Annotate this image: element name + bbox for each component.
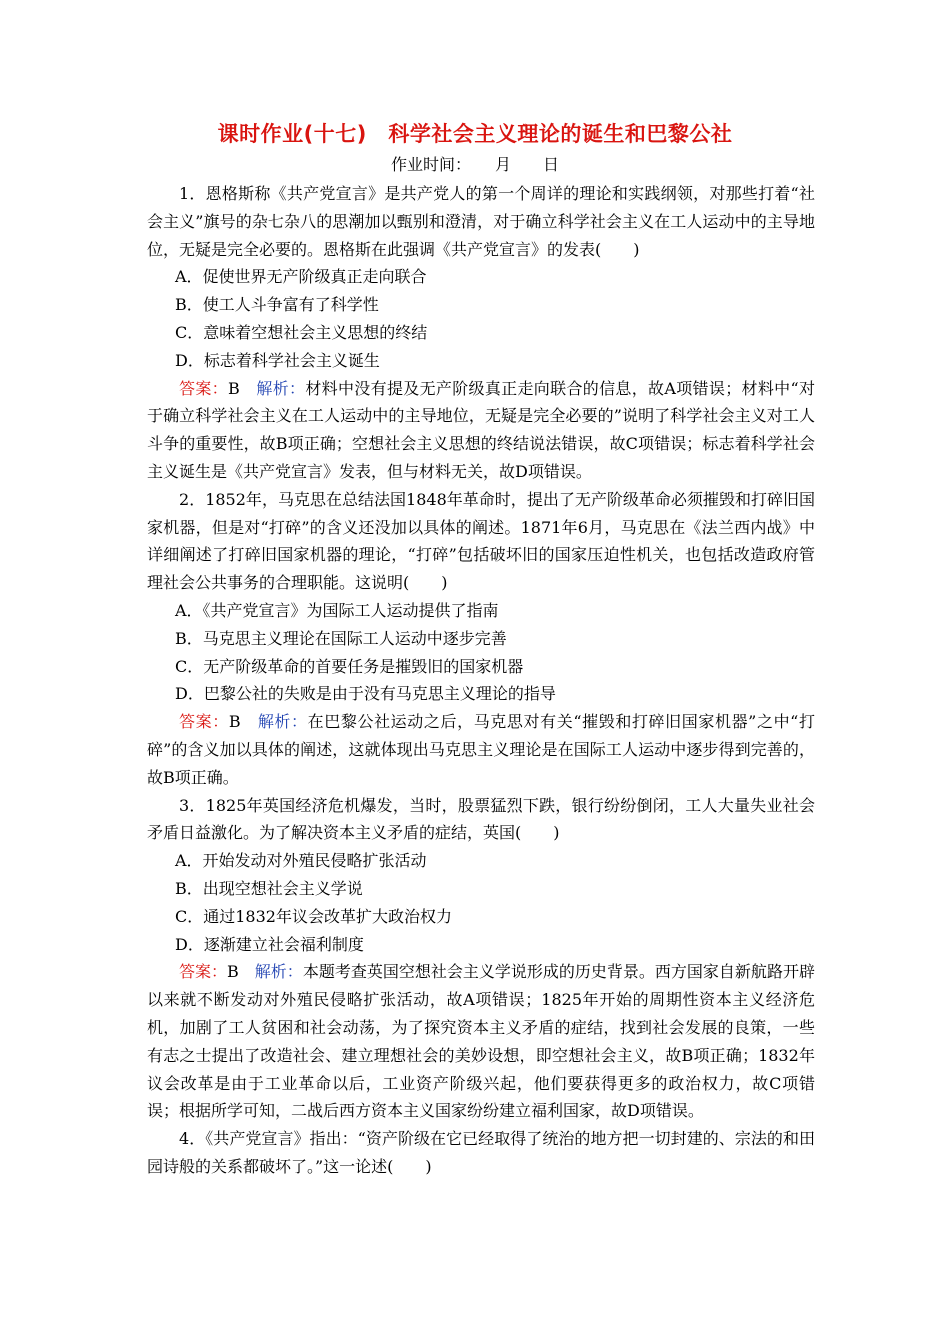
analysis-text: 材料中没有提及无产阶级真正走向联合的信息，故A项错误；材料中“对于确立科学社会主义在工人运动中的主导地位，无疑是完全必要的”说明了科学社会主义对工人斗争的重要性，故B项正确；空想社会主义思想的终结说法错误，故C项错误；标志着科学社会主义诞生是《共产党宣言》发表，但与材料无关，故D项错误。 <box>147 378 815 481</box>
analysis-label: 解析： <box>257 712 308 732</box>
question-3-option-d: D．逐渐建立社会福利制度 <box>175 934 364 954</box>
answer-value: B <box>227 378 240 398</box>
answer-label: 答案： <box>179 712 229 732</box>
question-2-option-c: C．无产阶级革命的首要任务是摧毁旧的国家机器 <box>175 656 524 676</box>
question-list <box>147 180 815 1181</box>
question-1-option-b: B．使工人斗争富有了科学性 <box>175 295 379 315</box>
question-stem-4: 4．《共产党宣言》指出：“资产阶级在它已经取得了统治的地方把一切封建的、宗法的和田园诗般的关系都破坏了。”这一论述( ) <box>147 1129 815 1176</box>
question-1-option-a: A．促使世界无产阶级真正走向联合 <box>175 267 427 287</box>
answer-label: 答案： <box>179 378 228 398</box>
question-2-option-a: A．《共产党宣言》为国际工人运动提供了指南 <box>175 600 499 620</box>
question-3-option-b: B．出现空想社会主义学说 <box>175 878 363 898</box>
question-3-option-a: A．开始发动对外殖民侵略扩张活动 <box>175 851 427 871</box>
answer-block-2 <box>147 708 815 791</box>
answer-block-3 <box>147 958 815 1125</box>
question-1-option-c: C．意味着空想社会主义思想的终结 <box>175 322 428 342</box>
question-stem-3: 3．1825年英国经济危机爆发，当时，股票猛烈下跌，银行纷纷倒闭，工人大量失业社会矛盾日益激化。为了解决资本主义矛盾的症结，英国( ) <box>147 795 815 843</box>
analysis-label: 解析： <box>256 378 306 398</box>
question-stem-2: 2．1852年，马克思在总结法国1848年革命时，提出了无产阶级革命必须摧毁和打碎旧国家机器，但是对“打碎”的含义还没加以具体的阐述。1871年6月，马克思在《法兰西内战》中详细阐述了打碎旧国家机器的理论，“打碎”包括破坏旧的国家压迫性机关，也包括改造政府管理社会公共事务的合理职能。这说明( ) <box>147 489 815 593</box>
question-stem-1: 1．恩格斯称《共产党宣言》是共产党人的第一个周详的理论和实践纲领，对那些打着“社会主义”旗号的杂七杂八的思潮加以甄别和澄清，对于确立科学社会主义在工人运动中的主导地位，无疑是完全必要的。恩格斯在此强调《共产党宣言》的发表( ) <box>147 184 815 259</box>
question-1-option-d: D．标志着科学社会主义诞生 <box>175 350 380 370</box>
question-2-option-d: D．巴黎公社的失败是由于没有马克思主义理论的指导 <box>175 684 556 704</box>
analysis-text: 本题考查英国空想社会主义学说形成的历史背景。西方国家自新航路开辟以来就不断发动对外殖民侵略扩张活动，故A项错误；1825年开始的周期性资本主义经济危机，加剧了工人贫困和社会动荡，为了探究资本主义矛盾的症结，找到社会发展的良策，一些有志之士提出了改造社会、建立理想社会的美妙设想，即空想社会主义，故B项正确；1832年议会改革是由于工业革命以后，工业资产阶级兴起，他们要获得更多的政治权力，故C项错误；根据所学可知，二战后西方资本主义国家纷纷建立福利国家，故D项错误。 <box>147 962 815 1121</box>
page-title: 课时作业(十七) 科学社会主义理论的诞生和巴黎公社 <box>217 122 733 146</box>
answer-block-1 <box>147 375 815 486</box>
question-2-option-b: B．马克思主义理论在国际工人运动中逐步完善 <box>175 628 507 648</box>
question-3-option-c: C．通过1832年议会改革扩大政治权力 <box>175 906 452 926</box>
answer-value: B <box>228 712 241 732</box>
answer-label: 答案： <box>179 962 228 982</box>
analysis-text: 在巴黎公社运动之后，马克思对有关“摧毁和打碎旧国家机器”之中“打碎”的含义加以具体的阐述，这就体现出马克思主义理论是在国际工人运动中逐步得到完善的，故B项正确。 <box>147 712 815 787</box>
answer-value: B <box>227 962 239 982</box>
assignment-date-line: 作业时间： 月 日 <box>390 155 559 174</box>
analysis-label: 解析： <box>254 962 303 982</box>
